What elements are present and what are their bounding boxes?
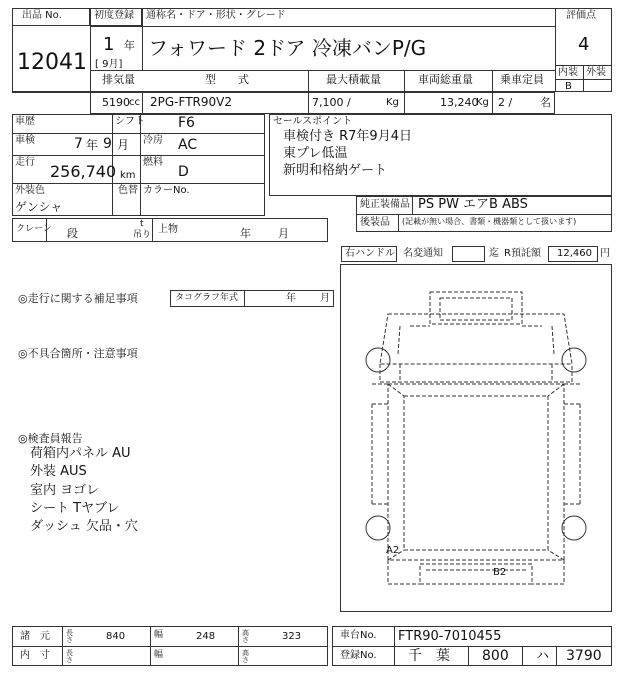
gross-weight-value: 13,240: [440, 96, 479, 109]
registration-label: 登録No.: [340, 650, 377, 661]
max-load-unit: Kg: [386, 97, 399, 108]
fuel-label: 燃料: [143, 157, 163, 168]
interior-grade: B: [565, 81, 572, 92]
capacity-value: 2 /: [498, 96, 513, 109]
genuine-equipment: PS PW エアB ABS: [418, 197, 528, 212]
displacement-value: 5190: [102, 96, 130, 109]
fuel-value: D: [178, 164, 189, 180]
recycle-label: R預託額: [504, 248, 541, 259]
sales-line: 東プレ低温: [283, 146, 348, 161]
registration-area: 千 葉: [408, 648, 450, 664]
max-load-label: 最大積載量: [326, 73, 381, 86]
length-label: 長さ: [66, 629, 73, 644]
inspection-year-unit: 年: [86, 138, 99, 152]
inspector-line: 荷箱内パネル AU: [30, 446, 131, 461]
upper-year: 年: [240, 227, 251, 240]
chassis-number: FTR90-7010455: [398, 629, 502, 644]
truck-diagram: [340, 264, 612, 612]
tacho-year: 年: [286, 293, 296, 304]
lot-no-label: 出品 No.: [22, 10, 62, 21]
ext-color-value: ゲンシャ: [15, 200, 63, 214]
interior-label: 内装: [558, 67, 578, 78]
inspector-line: シート Tヤブレ: [30, 501, 120, 516]
tacho-month: 月: [320, 293, 330, 304]
inspector-line: ダッシュ 欠品・穴: [30, 519, 138, 534]
interior-dims-label: 内 寸: [20, 650, 50, 661]
genuine-label: 純正装備品: [360, 199, 410, 210]
height-label: 高さ: [242, 649, 249, 664]
gross-weight-label: 車両総重量: [418, 73, 473, 86]
first-reg-month: [ 9月]: [95, 59, 123, 70]
crane-stage: 段: [67, 227, 78, 240]
name-change-box: [452, 246, 485, 262]
width-label: 幅: [154, 630, 164, 640]
first-reg-year: 1: [103, 34, 115, 55]
mandatory-label: 迄: [489, 248, 499, 259]
score-label: 評価点: [566, 10, 596, 21]
evaluation-score: 4: [578, 34, 590, 55]
capacity-label: 乗車定員: [500, 73, 544, 86]
displacement-unit: cc: [129, 97, 140, 108]
registration-class: 800: [482, 648, 509, 664]
exterior-label: 外装: [586, 67, 606, 78]
recycle-unit: 円: [600, 248, 610, 259]
damage-mark-b2: B2: [493, 567, 507, 578]
recycle-value: 12,460: [557, 248, 592, 259]
registration-number: 3790: [566, 648, 602, 664]
capacity-unit: 名: [540, 96, 551, 109]
first-reg-label: 初度登録: [94, 10, 134, 21]
inspector-line: 室内 ヨゴレ: [30, 483, 100, 498]
inspection-label: 車検: [15, 135, 35, 146]
shift-value: F6: [178, 115, 195, 131]
inspection-year: 7: [74, 136, 83, 152]
mileage-unit: km: [120, 170, 136, 181]
aftermarket-note: (記載が無い場合、書類・機器類として扱います): [402, 217, 577, 226]
ac-value: AC: [178, 137, 198, 153]
width-value: 248: [196, 631, 216, 642]
type-label: 型 式: [205, 73, 249, 86]
year-unit: 年: [124, 39, 135, 52]
ac-label: 冷房: [143, 135, 163, 146]
lot-number: 12041: [17, 50, 87, 75]
length-label: 長さ: [66, 649, 73, 664]
inspector-line: 外装 AUS: [30, 464, 87, 479]
crane-label: クレーン: [16, 224, 52, 234]
upper-label: 上物: [158, 224, 178, 235]
upper-month: 月: [278, 227, 289, 240]
driving-notes-label: ◎走行に関する補足事項: [18, 292, 138, 305]
height-label: 高さ: [242, 629, 249, 644]
right-handle-text: 右ハンドル: [345, 248, 395, 259]
max-load-value: 7,100 /: [312, 96, 351, 109]
history-label: 車歴: [15, 116, 35, 127]
crane-ton-label: 吊り: [133, 230, 152, 240]
model-label: 通称名・ドア・形状・グレード: [146, 10, 286, 21]
registration-kana: ハ: [536, 649, 550, 664]
width-label: 幅: [154, 650, 164, 660]
ext-color-label: 外装色: [15, 185, 45, 196]
inspection-month-unit: 月: [117, 138, 130, 152]
displacement-label: 排気量: [102, 73, 135, 86]
model-name: フォワード 2ドア 冷凍バンP/G: [148, 36, 427, 60]
mileage-value: 256,740: [50, 162, 117, 181]
color-change-label: 色替: [118, 185, 138, 196]
sales-line: 新明和格納ゲート: [283, 163, 388, 178]
aftermarket-label: 後装品: [360, 217, 390, 228]
inspection-month: 9: [103, 136, 112, 152]
model-code: 2PG-FTR90V2: [150, 95, 232, 109]
sales-line: 車検付き R7年9月4日: [283, 129, 412, 144]
inspector-label: ◎検査員報告: [18, 432, 83, 445]
length-value: 840: [106, 631, 126, 642]
name-change-label: 名変通知: [403, 248, 443, 259]
chassis-label: 車台No.: [340, 630, 377, 641]
height-value: 323: [282, 631, 302, 642]
sales-label: セールスポイント: [273, 116, 353, 127]
tacho-label: タコグラフ年式: [175, 293, 239, 303]
mileage-label: 走行: [15, 157, 35, 168]
shift-label: シフト: [115, 116, 145, 127]
defects-label: ◎不具合箇所・注意事項: [18, 347, 138, 360]
crane-ton-unit: t: [140, 219, 144, 229]
color-no-label: カラーNo.: [143, 185, 190, 196]
dims-label: 諸 元: [20, 631, 50, 642]
damage-mark-a2: A2: [386, 545, 400, 556]
gross-weight-unit: Kg: [476, 97, 489, 108]
